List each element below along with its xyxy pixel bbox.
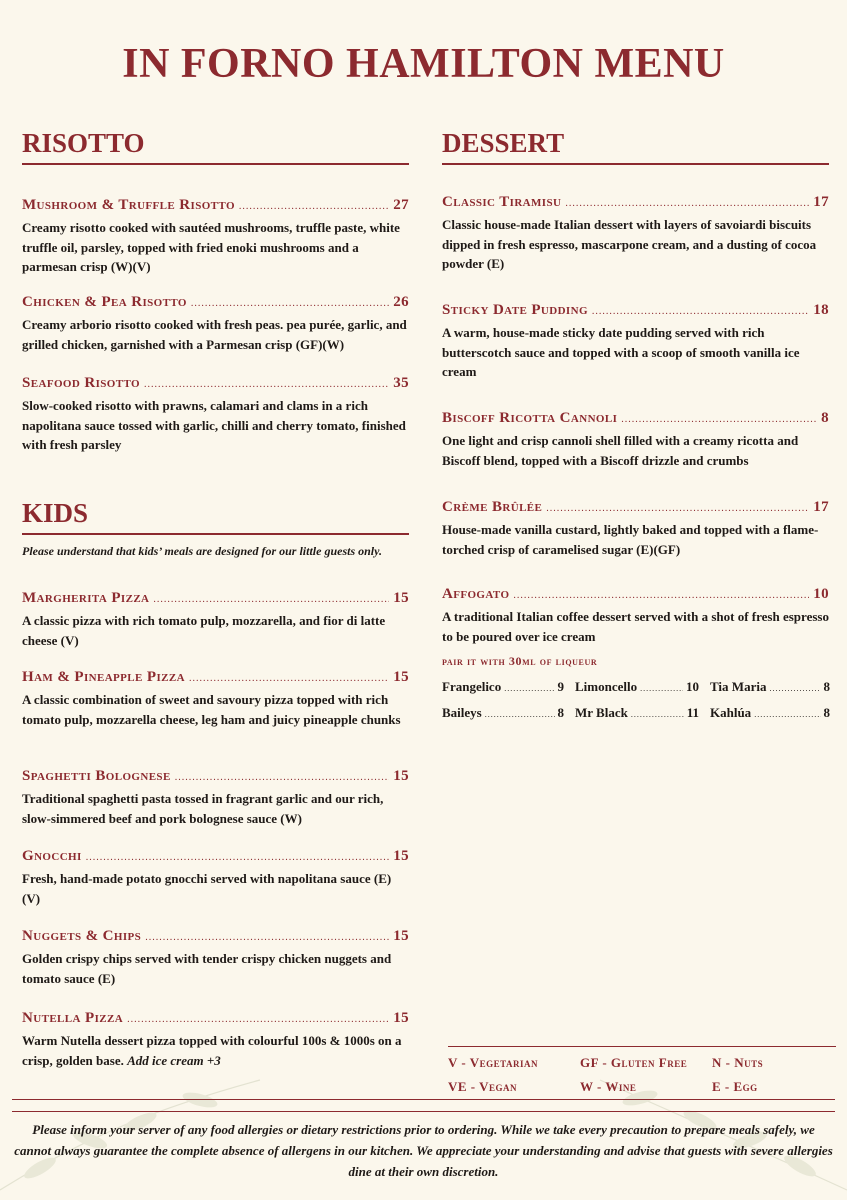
item-price: 15 — [393, 1010, 409, 1026]
item-price: 15 — [393, 669, 409, 685]
liqueur-item — [575, 677, 699, 699]
left-column — [22, 0, 409, 1100]
item-price: 26 — [393, 294, 409, 310]
dot-leader — [513, 587, 809, 605]
menu-item — [22, 927, 409, 988]
section-heading-dessert: DESSERT — [442, 128, 829, 165]
item-description: Creamy arborio risotto cooked with fresh peas. pea purée, garlic, and grilled chicken, garnished with a Parmesan crisp (GF)(W) — [22, 317, 407, 352]
menu-item — [22, 767, 409, 828]
menu-item — [22, 847, 409, 908]
dot-leader — [769, 679, 820, 699]
liqueur-name: Baileys — [442, 705, 482, 720]
item-description: Golden crispy chips served with tender crispy chicken nuggets and tomato sauce (E) — [22, 951, 392, 986]
item-description: Traditional spaghetti pasta tossed in fragrant garlic and our rich, slow-simmered beef and pork bolognese sauce (W) — [22, 791, 384, 826]
menu-item — [22, 196, 409, 277]
dot-leader — [754, 705, 820, 725]
item-description: Slow-cooked risotto with prawns, calamari and clams in a rich napolitana sauce tossed with garlic, chilli and cherry tomato, finished with fresh parsley — [22, 398, 406, 452]
allergy-notice: Please inform your server of any food allergies or dietary restrictions prior to ordering. While we take every precaution to prepare meals safely, we cannot always guarantee the complete absence of allergens in our kitchen. We appreciate your understanding and advise that guests with severe allergies dine at their own discretion. — [14, 1122, 833, 1179]
item-description: One light and crisp cannoli shell filled with a creamy ricotta and Biscoff blend, topped with a Biscoff drizzle and crumbs — [442, 433, 799, 468]
liqueur-name: Mr Black — [575, 705, 628, 720]
dot-leader — [127, 1011, 389, 1029]
dot-leader — [621, 411, 817, 429]
liqueur-item — [575, 703, 699, 725]
item-name: Seafood Risotto — [22, 375, 140, 391]
item-name: Spaghetti Bolognese — [22, 768, 171, 784]
right-column — [442, 0, 829, 740]
dot-leader — [546, 500, 809, 518]
divider — [12, 1099, 835, 1100]
liqueur-price: 8 — [823, 705, 830, 720]
item-description: Fresh, hand-made potato gnocchi served with napolitana sauce (E) (V) — [22, 871, 392, 906]
item-price: 17 — [813, 499, 829, 515]
dessert-section — [442, 128, 829, 165]
dot-leader — [239, 198, 389, 216]
item-description: House-made vanilla custard, lightly baked and topped with a flame-torched crisp of caramelised sugar (E)(GF) — [442, 522, 819, 557]
legend-item: V - Vegetarian — [448, 1055, 538, 1070]
menu-item — [22, 1009, 409, 1070]
liqueur-item — [710, 677, 830, 699]
item-name: Nuggets & Chips — [22, 928, 142, 944]
item-price: 15 — [393, 928, 409, 944]
item-description: Classic house-made Italian dessert with layers of savoiardi biscuits dipped in fresh espresso, mascarpone cream, and a dusting of cocoa powder (E) — [442, 217, 817, 271]
menu-item — [442, 409, 829, 470]
menu-item — [442, 193, 829, 274]
liqueur-price: 8 — [823, 679, 830, 694]
item-price: 8 — [821, 410, 829, 426]
legend-item: W - Wine — [580, 1079, 637, 1094]
liqueur-price: 10 — [686, 679, 699, 694]
menu-item — [22, 668, 409, 729]
item-price: 15 — [393, 848, 409, 864]
page-title: IN FORNO HAMILTON MENU — [122, 41, 725, 87]
item-name: Classic Tiramisu — [442, 194, 562, 210]
liqueur-price: 8 — [557, 705, 564, 720]
dot-leader — [485, 705, 555, 725]
item-description — [22, 1031, 409, 1070]
liqueur-price: 11 — [686, 705, 699, 720]
item-price: 15 — [393, 768, 409, 784]
item-name: Biscoff Ricotta Cannoli — [442, 410, 618, 426]
item-price: 15 — [393, 590, 409, 606]
item-description: A classic combination of sweet and savoury pizza topped with rich tomato pulp, mozzarella cheese, leg ham and juicy pineapple chunks — [22, 692, 401, 727]
dot-leader — [504, 679, 554, 699]
kids-note: Please understand that kids’ meals are designed for our little guests only. — [22, 544, 383, 558]
item-name: Sticky Date Pudding — [442, 302, 588, 318]
item-name: Nutella Pizza — [22, 1010, 124, 1026]
dietary-legend — [448, 1046, 836, 1099]
liqueur-name: Tia Maria — [710, 679, 767, 694]
liqueur-item — [710, 703, 830, 725]
item-description: A warm, house-made sticky date pudding served with rich butterscotch sauce and topped with a scoop of smooth vanilla ice cream — [442, 325, 800, 379]
dot-leader — [175, 769, 389, 787]
section-heading-risotto: RISOTTO — [22, 128, 409, 165]
liqueur-name: Kahlúa — [710, 705, 752, 720]
item-name: Mushroom & Truffle Risotto — [22, 197, 235, 213]
item-name: Margherita Pizza — [22, 590, 150, 606]
dot-leader — [640, 679, 683, 699]
legend-item: VE - Vegan — [448, 1079, 518, 1094]
menu-item — [22, 374, 409, 455]
menu-item — [442, 585, 829, 646]
dot-leader — [145, 929, 389, 947]
liqueur-item — [442, 677, 564, 699]
item-name: Chicken & Pea Risotto — [22, 294, 187, 310]
item-description: Creamy risotto cooked with sautéed mushrooms, truffle paste, white truffle oil, parsley, topped with fried enoki mushrooms and a parmesan crisp (W)(V) — [22, 220, 400, 274]
liqueur-list — [442, 677, 829, 725]
item-name: Affogato — [442, 586, 510, 602]
risotto-section — [22, 128, 409, 165]
item-price: 17 — [813, 194, 829, 210]
item-price: 27 — [393, 197, 409, 213]
legend-item: N - Nuts — [712, 1055, 764, 1070]
section-heading-kids: KIDS — [22, 498, 409, 535]
menu-item — [442, 301, 829, 382]
dot-leader — [592, 303, 809, 321]
kids-section — [22, 498, 409, 535]
add-on-note: Add ice cream +3 — [127, 1052, 221, 1068]
liqueur-name: Frangelico — [442, 679, 502, 694]
dot-leader — [191, 295, 389, 313]
dot-leader — [565, 195, 809, 213]
item-price: 35 — [393, 375, 409, 391]
item-name: Gnocchi — [22, 848, 82, 864]
menu-item — [442, 498, 829, 559]
dot-leader — [144, 376, 389, 394]
item-price: 10 — [813, 586, 829, 602]
dot-leader — [189, 670, 389, 688]
liqueur-title: pair it with 30ml of liqueur — [442, 654, 598, 668]
dot-leader — [153, 591, 389, 609]
item-name: Crème Brûlée — [442, 499, 543, 515]
item-price: 18 — [813, 302, 829, 318]
menu-item — [22, 293, 409, 354]
item-description: A traditional Italian coffee dessert served with a shot of fresh espresso to be poured over ice cream — [442, 609, 829, 644]
legend-item: GF - Gluten Free — [580, 1055, 688, 1070]
divider — [12, 1111, 835, 1112]
dot-leader — [631, 705, 684, 725]
item-description: A classic pizza with rich tomato pulp, mozzarella, and fior di latte cheese (V) — [22, 613, 386, 648]
item-description-text: Warm Nutella dessert pizza topped with colourful 100s & 1000s on a crisp, golden base. — [22, 1033, 402, 1068]
dot-leader — [86, 849, 389, 867]
legend-item: E - Egg — [712, 1079, 758, 1094]
liqueur-price: 9 — [557, 679, 564, 694]
liqueur-name: Limoncello — [575, 679, 638, 694]
item-name: Ham & Pineapple Pizza — [22, 669, 185, 685]
menu-item — [22, 589, 409, 650]
liqueur-item — [442, 703, 564, 725]
